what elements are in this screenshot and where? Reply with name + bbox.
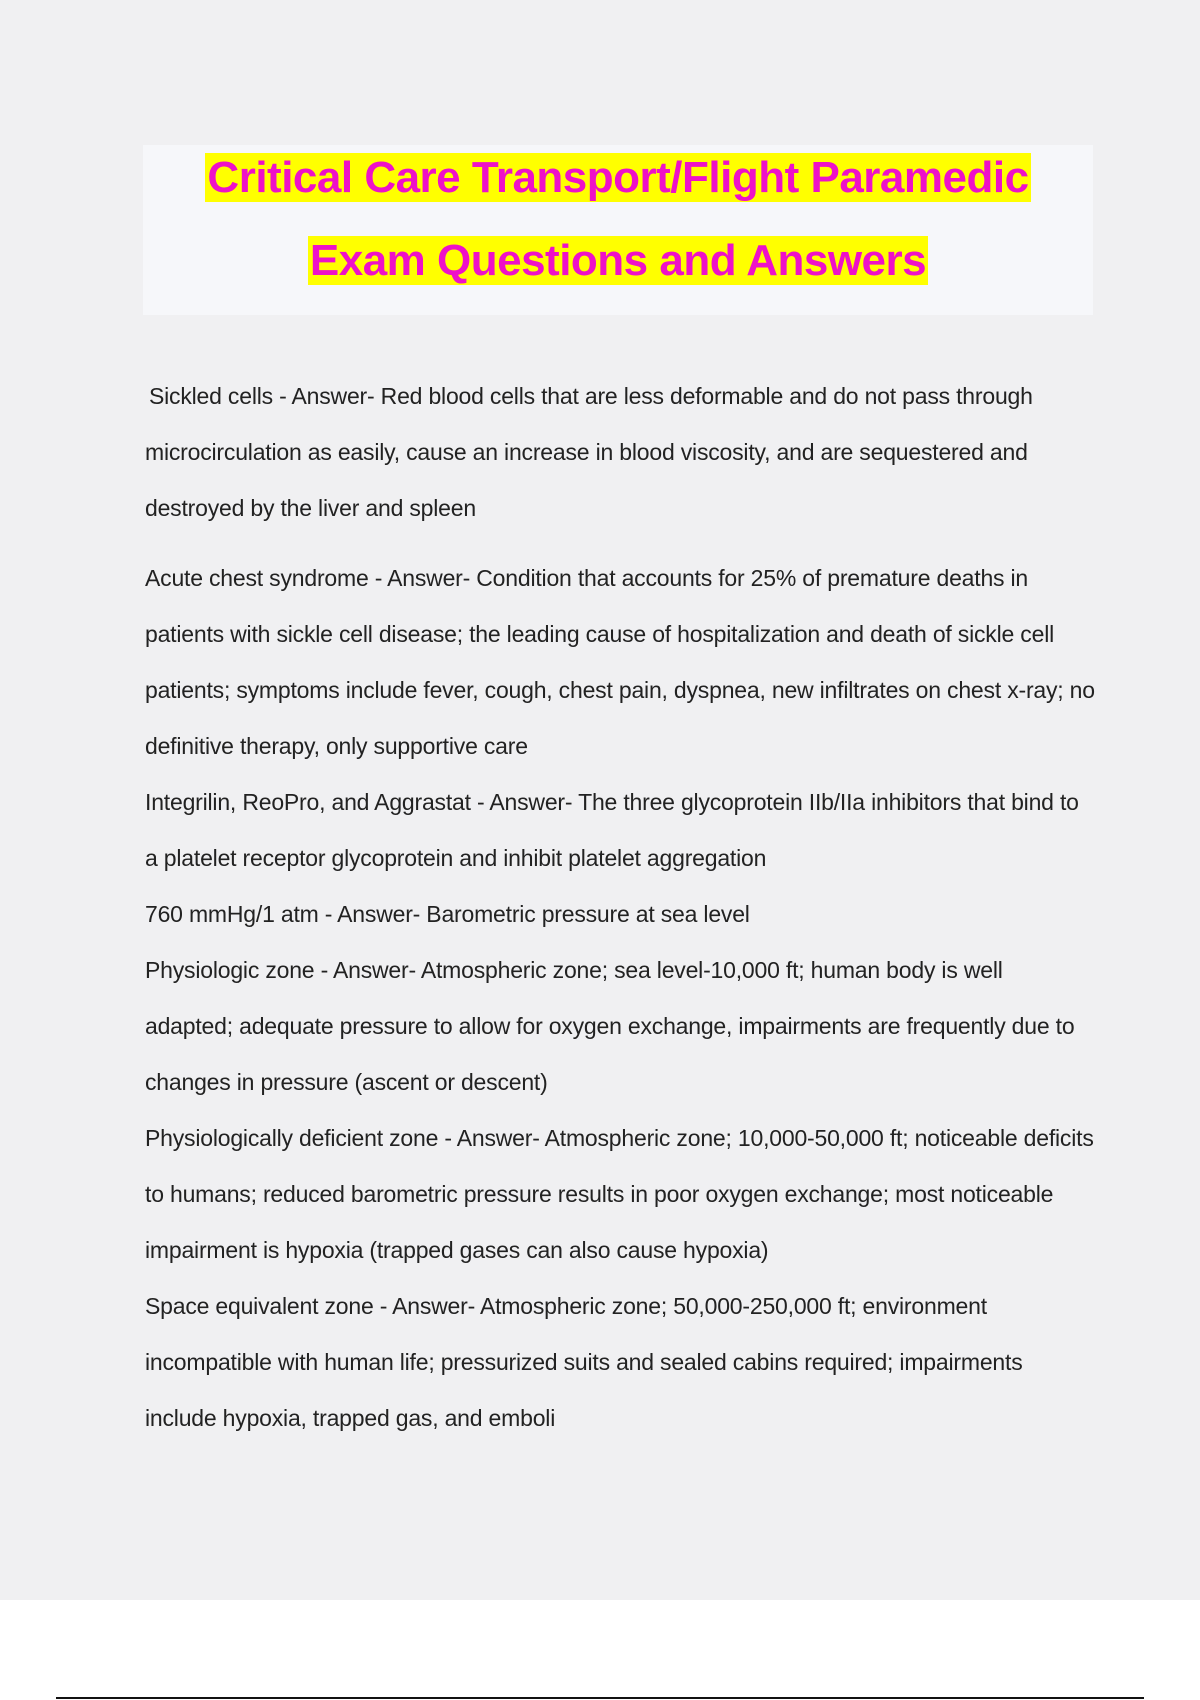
- qa-entry-barometric-pressure: 760 mmHg/1 atm - Answer- Barometric pressure at sea level: [145, 901, 750, 927]
- qa-content: [145, 368, 1095, 1446]
- qa-entry-space-equivalent-zone: Space equivalent zone - Answer- Atmospheric zone; 50,000-250,000 ft; environment incompatible with human life; pressurized suits and sealed cabins required; impairments include hypoxia, trapped gas, and emboli: [145, 1293, 1023, 1431]
- title-line-1: [143, 148, 1093, 208]
- footer-rule: [56, 1697, 1144, 1699]
- qa-entry-deficient-zone: Physiologically deficient zone - Answer- Atmospheric zone; 10,000-50,000 ft; noticeable deficits to humans; reduced barometric pressure results in poor oxygen exchange; most noticeable impairment is hypoxia (trapped gases can also cause hypoxia): [145, 1125, 1094, 1263]
- title-block: [143, 145, 1093, 315]
- title-line-1-text: Critical Care Transport/Flight Paramedic: [207, 153, 1029, 202]
- qa-entry-sickled-cells: Sickled cells - Answer- Red blood cells that are less deformable and do not pass through microcirculation as easily, cause an increase in blood viscosity, and are sequestered and destroyed by the liver and spleen: [145, 383, 1033, 521]
- title-line-2: [143, 231, 1093, 291]
- qa-entry-gp-inhibitors: Integrilin, ReoPro, and Aggrastat - Answer- The three glycoprotein IIb/IIa inhibitors that bind to a platelet receptor glycoprotein and inhibit platelet aggregation: [145, 789, 1079, 871]
- qa-entry-acute-chest-syndrome: Acute chest syndrome - Answer- Condition that accounts for 25% of premature deaths in patients with sickle cell disease; the leading cause of hospitalization and death of sickle cell patients; symptoms include fever, cough, chest pain, dyspnea, new infiltrates on chest x-ray; no definitive therapy, only supportive care: [145, 565, 1095, 759]
- title-line-2-text: Exam Questions and Answers: [309, 236, 927, 285]
- qa-entry-physiologic-zone: Physiologic zone - Answer- Atmospheric zone; sea level-10,000 ft; human body is well adapted; adequate pressure to allow for oxygen exchange, impairments are frequently due to changes in pressure (ascent or descent): [145, 957, 1075, 1095]
